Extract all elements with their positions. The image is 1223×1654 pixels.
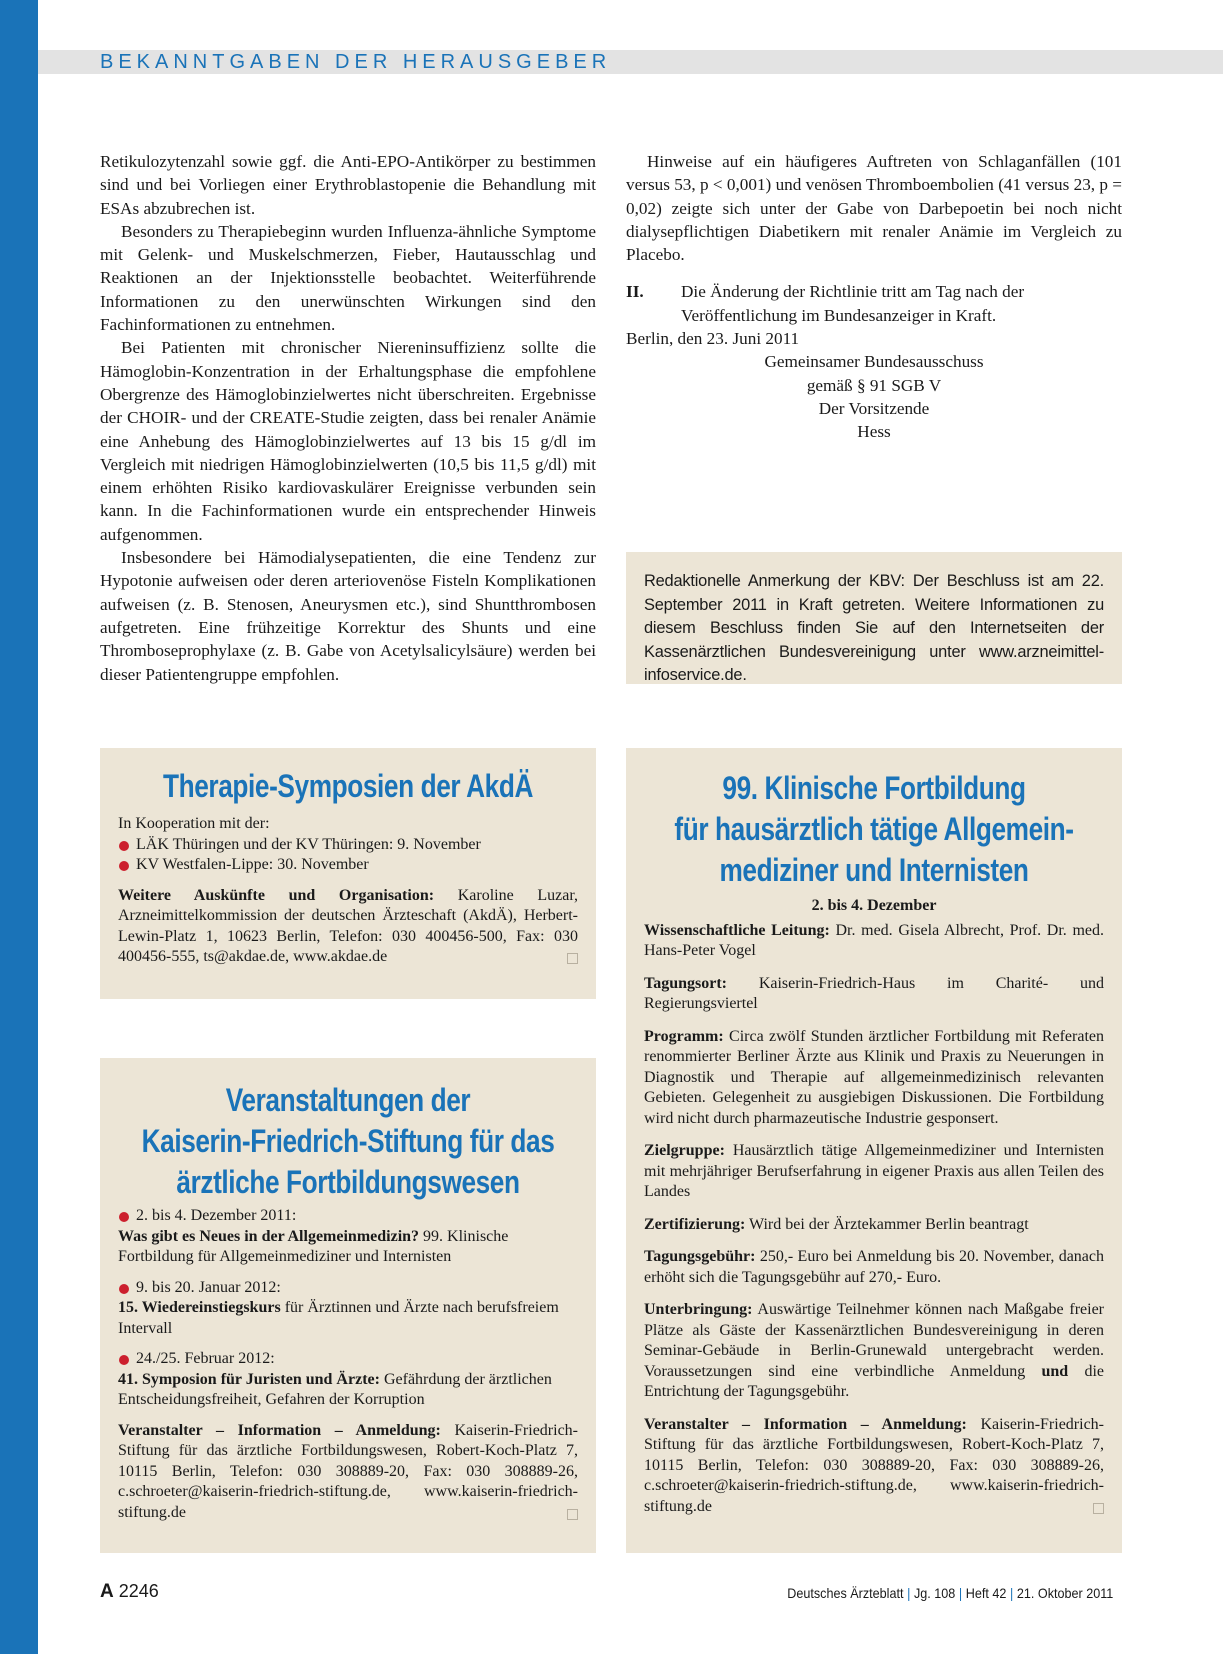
fortbildung-title-line: mediziner und Internisten [719,852,1029,888]
right-column [626,150,1122,444]
akdae-intro: In Kooperation mit der: [118,815,270,832]
section-number: II. [626,282,644,302]
kfs-contact-label: Veranstalter – Information – Anmeldung: [118,1421,441,1439]
kfs-title-line: Veranstaltungen der [225,1082,471,1118]
kbv-note-text: Redaktionelle Anmerkung der KBV: Der Beschluss ist am 22. September 2011 in Kraft getreten. Weitere Informationen zu diesem Beschluss finden Sie auf den Internetseiten der Kassenärztlichen Bundesvereinigung unter www.arzneimittel-infoservice.de. [644,572,1104,684]
event-text: Gefährdung der ärztlichen Entscheidungsfreiheit, Gefahren der Korruption [118,1370,552,1408]
signature-role: Der Vorsitzende [818,398,930,418]
kfs-content [118,1206,578,1523]
kbv-note-box [626,552,1122,684]
fortbildung-title-line: 99. Klinische Fortbildung [722,770,1026,806]
akdae-title: Therapie-Symposien der AkdÄ [163,768,533,804]
kfs-contact [118,1421,578,1524]
place-date: Berlin, den 23. Juni 2011 [626,329,800,349]
akdae-box [100,748,596,999]
journal-name: Deutsches Ärzteblatt [786,1585,904,1601]
footer-journal-info [787,1585,1113,1601]
section-label: Wissenschaftliche Leitung: [644,921,830,939]
event-text: für Ärztinnen und Ärzte nach berufsfreiem Intervall [118,1299,559,1337]
kfs-box [100,1058,596,1553]
fortbildung-section [644,1141,1104,1203]
event-item [118,1206,578,1268]
page-number-value: 2246 [118,1581,159,1601]
section-text: Die Änderung der Richtlinie tritt am Tag nach der Veröffentlichung im Bundesanzeiger in Kraft. [681,282,1025,325]
side-color-bar [0,0,38,1654]
page-letter: A [100,1581,114,1602]
akdae-bullet: KV Westfalen-Lippe: 30. November [118,855,578,876]
paragraph: Besonders zu Therapiebeginn wurden Influenza-ähnliche Symptome mit Gelenk- und Muskelschmerzen, Fieber, Hautausschlag und Reaktionen an der Injektionsstelle beobachtet. Weiterführende Informationen zu den unerwünschten Wirkungen sind den Fachinformationen zu entnehmen. [100,221,596,335]
contact-label: Veranstalter – Information – Anmeldung: [644,1415,967,1433]
paragraph: Insbesondere bei Hämodialysepatienten, die eine Tendenz zur Hypotonie aufweisen oder deren arteriovenöse Fisteln Komplikationen aufweisen (z. B. Stenosen, Aneurysmen etc.), sind Shuntthrombosen aufgetreten. Eine frühzeitige Korrektur des Shunts und eine Thromboseprophylaxe (z. B. Gabe von Acetylsalicylsäure) werden bei dieser Patientengruppe empfohlen. [100,548,596,684]
section-ii [626,280,1122,327]
kfs-title-line: ärztliche Fortbildungswesen [176,1164,520,1200]
fortbildung-section [644,1027,1104,1130]
event-title: 41. Symposion für Juristen und Ärzte: [118,1370,380,1388]
paragraph: Bei Patienten mit chronischer Niereninsuffizienz sollte die Hämoglobin-Konzentration in der Erhaltungsphase die empfohlene Obergrenze des Hämoglobinzielwertes nicht überschreiten. Ergebnisse der CHOIR- und der CREATE-Studie zeigten, dass bei renaler Anämie eine Anhebung des Hämoglobinzielwertes auf 13 bis 15 g/dl im Vergleich mit niedrigen Hämoglobinzielwerten (10,5 bis 11,5 g/dl) mit einem erhöhten Risiko kardiovaskulärer Ereignisse verbunden sein kann. In die Fachinformationen wurde ein entsprechender Hinweis aufgenommen. [100,338,596,544]
fortbildung-section [644,1247,1104,1288]
fortbildung-section [644,921,1104,962]
paragraph: Hinweise auf ein häufigeres Auftreten von Schlaganfällen (101 versus 53, p < 0,001) und venösen Thromboembolien (41 versus 23, p = 0,02) zeigte sich unter der Gabe von Darbepoetin bei noch nicht dialysepflichtigen Diabetikern mit renaler Anämie im Vergleich zu Placebo. [626,152,1122,265]
section-label: Tagungsort: [644,974,727,992]
fortbildung-content [644,896,1104,1517]
akdae-bullet: LÄK Thüringen und der KV Thüringen: 9. November [118,835,578,856]
section-label: Zertifizierung: [644,1215,746,1233]
event-date: 2. bis 4. Dezember 2011: [118,1206,578,1227]
end-mark-icon [1093,1503,1104,1514]
section-text: Kaiserin-Friedrich-Haus im Charité- und Regierungsviertel [644,974,1104,1012]
journal-issue: Heft 42 [965,1585,1007,1601]
event-item [118,1349,578,1411]
paragraph: Retikulozytenzahl sowie ggf. die Anti-EPO-Antikörper zu bestimmen sind und bei Vorliegen einer Erythroblastopenie die Behandlung mit ESAs abzubrechen ist. [100,152,596,218]
akdae-info-text: Karoline Luzar, Arzneimittelkommission der deutschen Ärzteschaft (AkdÄ), Herbert-Lewin-Platz 1, 10623 Berlin, Telefon: 030 400456-500, Fax: 030 400456-555, ts@akdae.de, www.akdae.de [118,886,578,965]
emphasis: und [1041,1362,1069,1380]
kfs-title-line: Kaiserin-Friedrich-Stiftung für das [141,1123,555,1159]
event-text: 99. Klinische Fortbildung für Allgemeinmediziner und Internisten [118,1227,509,1265]
section-header: BEKANNTGABEN DER HERAUSGEBER [100,51,612,73]
left-column [100,150,596,686]
journal-volume: Jg. 108 [913,1585,955,1601]
section-text: Circa zwölf Stunden ärztlicher Fortbildung mit Referaten renommierter Berliner Ärzte aus Klinik und Praxis zu Neuerungen in Diagnostik und Therapie auf allgemeinmedizinisch relevanten Gebieten. Gelegenheit zu ausgiebigen Diskussionen. Die Fortbildung wird nicht durch pharmazeutische Industrie gesponsert. [644,1027,1105,1127]
event-date: 9. bis 20. Januar 2012: [118,1278,578,1299]
fortbildung-title [662,768,1085,891]
separator: | [958,1585,962,1601]
section-text: Auswärtige Teilnehmer können nach Maßgabe freier Plätze als Gäste der Kassenärztlichen Bundesvereinigung in deren Seminar-Gebäude in Berlin-Grunewald untergebracht werden. Voraussetzungen sind eine verbindliche Anmeldung [644,1301,1105,1380]
section-text: die Entrichtung der Tagungsgebühr. [644,1362,1105,1400]
page-number [100,1581,159,1603]
end-mark-icon [567,953,578,964]
end-mark-icon [567,1509,578,1520]
akdae-info-label: Weitere Auskünfte und Organisation: [118,886,435,904]
event-title: Was gibt es Neues in der Allgemeinmedizin? [118,1227,420,1245]
section-text: Hausärztlich tätige Allgemeinmediziner und Internisten mit mehrjähriger Berufserfahrung in eigener Praxis aus allen Teilen des Landes [644,1142,1105,1200]
fortbildung-box [626,748,1122,1553]
signature-org: Gemeinsamer Bundesausschuss [764,352,984,372]
section-label: Zielgruppe: [644,1142,725,1159]
contact-text: Kaiserin-Friedrich-Stiftung für das ärztliche Fortbildungswesen, Robert-Koch-Platz 7, 10115 Berlin, Telefon: 030 308889-20, Fax: 030 308889-26, c.schroeter@kaiserin-friedrich-stiftung.de, www.kaiserin-friedrich-stiftung.de [644,1415,1105,1515]
kfs-title [136,1080,559,1203]
section-text: Dr. med. Gisela Albrecht, Prof. Dr. med. Hans-Peter Vogel [644,921,1104,959]
kfs-contact-text: Kaiserin-Friedrich-Stiftung für das ärztliche Fortbildungswesen, Robert-Koch-Platz 7, 10115 Berlin, Telefon: 030 308889-20, Fax: 030 308889-26, c.schroeter@kaiserin-friedrich-stiftung.de, www.kaiserin-friedrich-stiftung.de [118,1421,579,1521]
fortbildung-accommodation [644,1300,1104,1403]
fortbildung-section [644,1215,1104,1236]
journal-date: 21. Oktober 2011 [1016,1585,1113,1601]
akdae-info [118,886,578,968]
section-label: Tagungsgebühr: [644,1248,756,1265]
section-label: Unterbringung: [644,1301,753,1318]
fortbildung-date: 2. bis 4. Dezember [811,897,937,914]
separator: | [1009,1585,1013,1601]
section-text: Wird bei der Ärztekammer Berlin beantragt [749,1215,1029,1233]
akdae-content [118,814,578,968]
section-label: Programm: [644,1027,724,1045]
separator: | [906,1585,911,1601]
fortbildung-title-line: für hausärztlich tätige Allgemein- [674,811,1074,847]
signature-name: Hess [857,422,891,442]
fortbildung-section [644,974,1104,1015]
signature-law: gemäß § 91 SGB V [806,375,942,395]
event-date: 24./25. Februar 2012: [118,1349,578,1370]
event-item [118,1278,578,1340]
event-title: 15. Wiedereinstiegskurs [118,1299,281,1316]
section-text: 250,- Euro bei Anmeldung bis 20. November, danach erhöht sich die Tagungsgebühr auf 270,- Euro. [644,1248,1105,1286]
fortbildung-contact [644,1415,1104,1518]
